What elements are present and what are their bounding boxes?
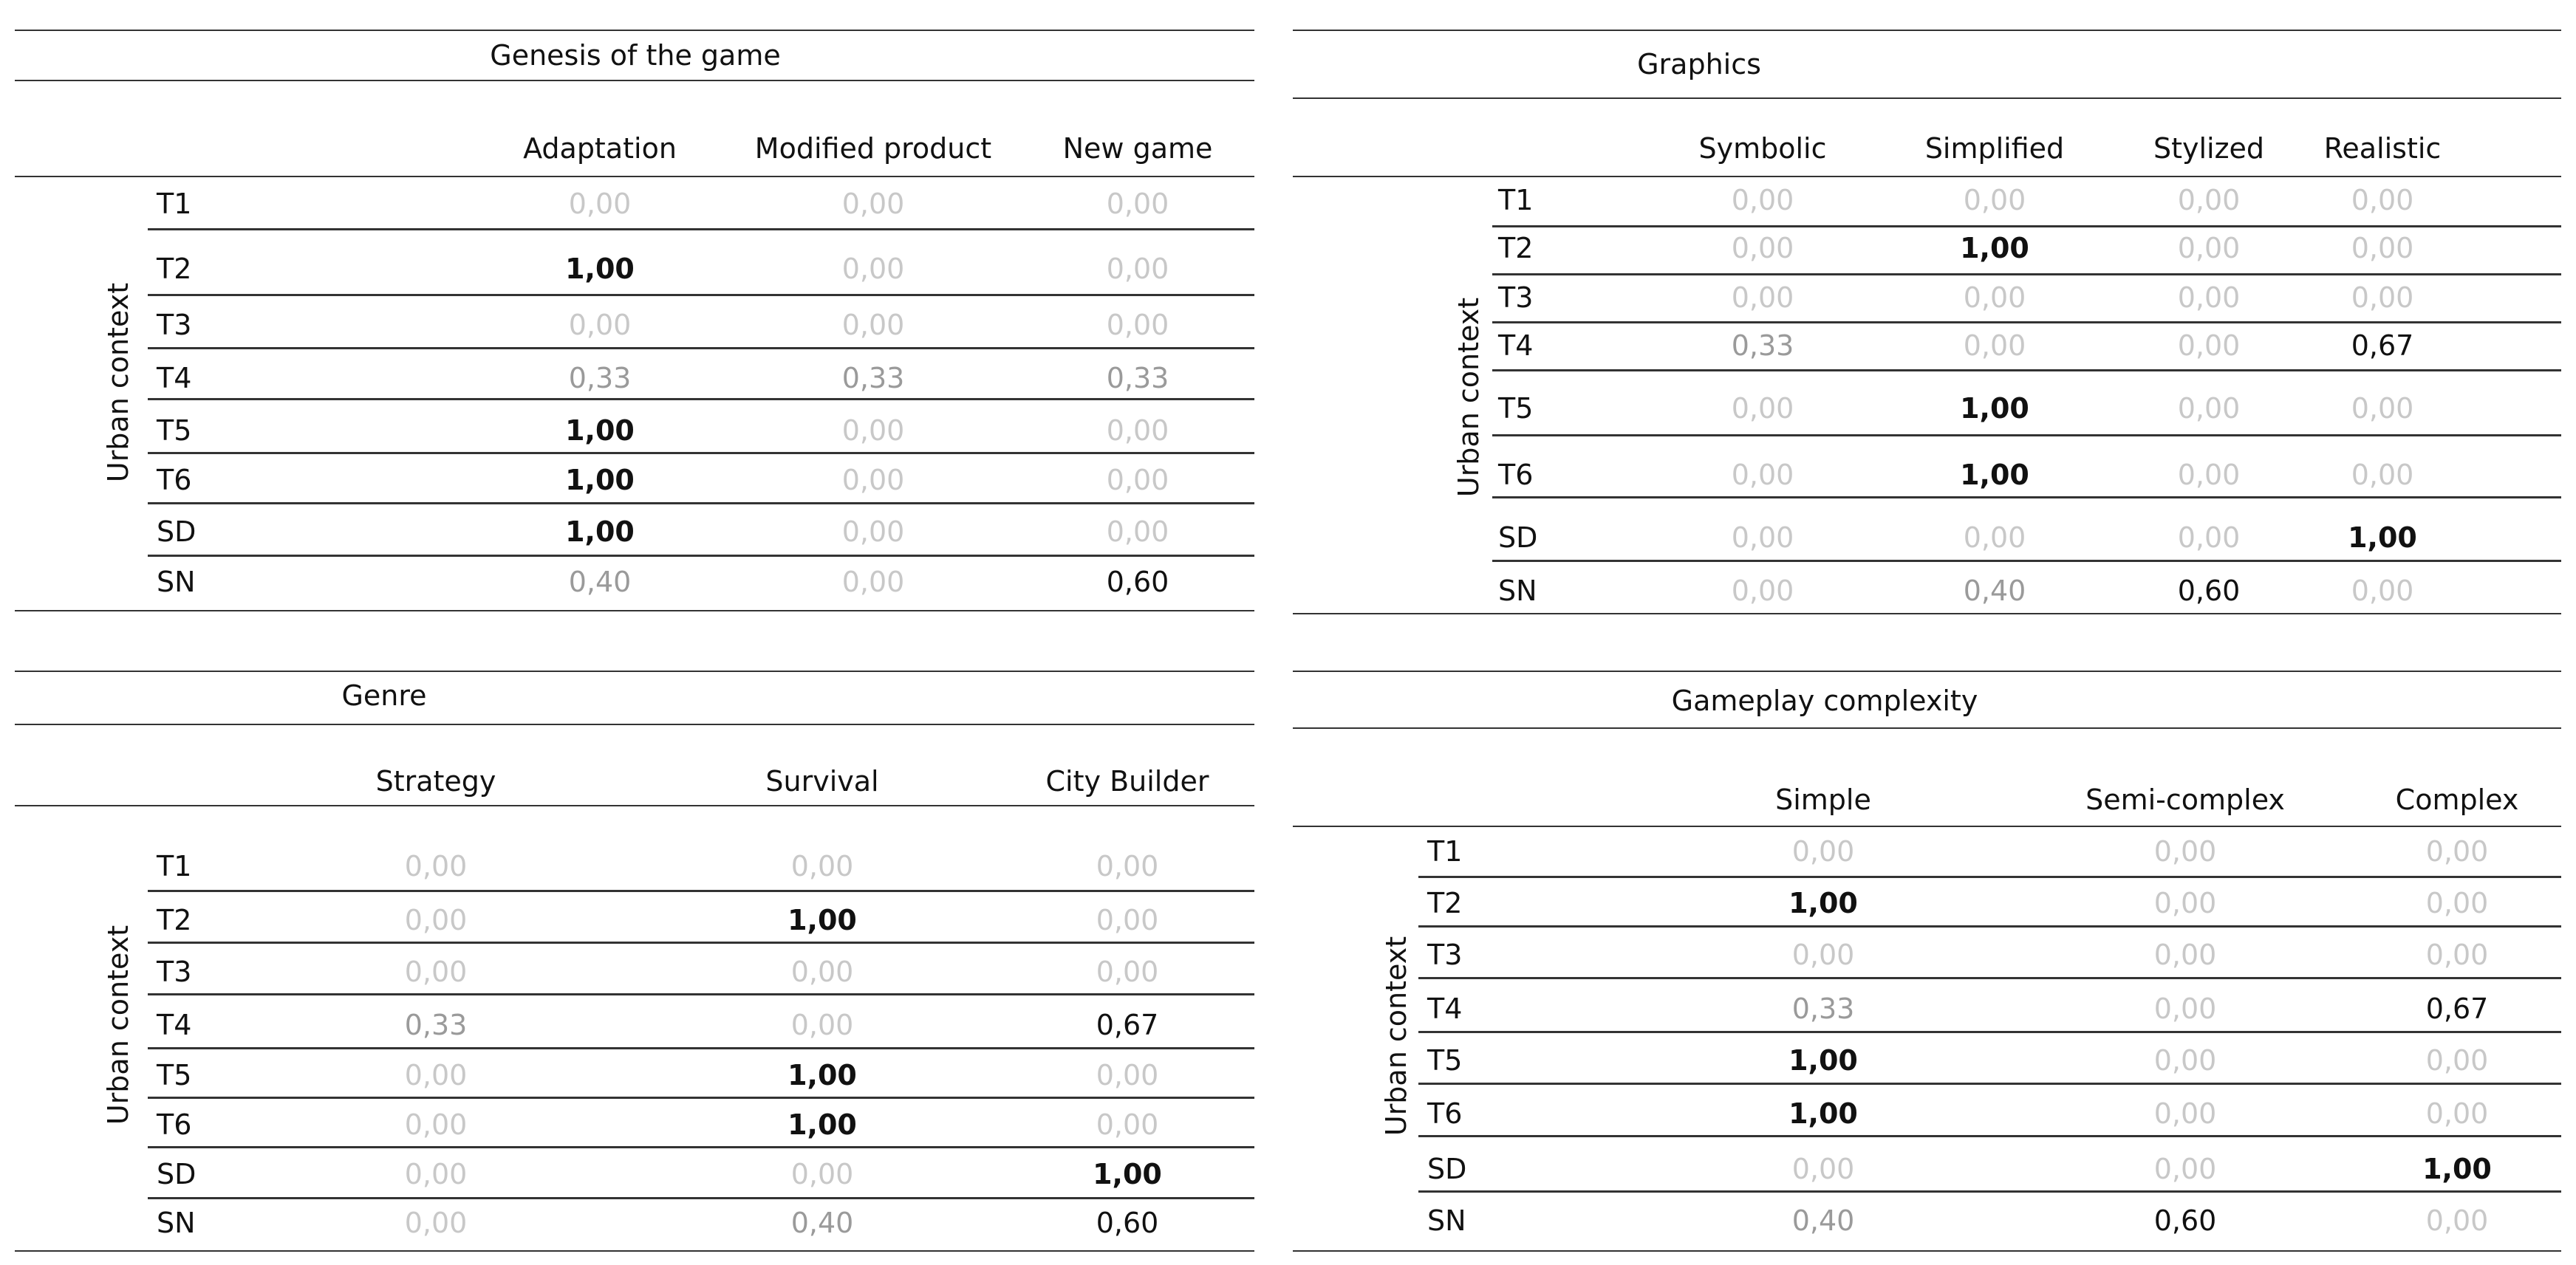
table-cell: 0,00 (568, 309, 632, 341)
row-label: T1 (1427, 835, 1463, 868)
table-cell: 0,00 (1106, 414, 1169, 447)
row-rule (148, 555, 1254, 557)
row-rule (148, 347, 1254, 349)
column-header: City Builder (1045, 765, 1209, 798)
table-bottom-rule (15, 610, 1254, 611)
table-cell: 0,67 (1096, 1009, 1159, 1041)
row-rule (1418, 1083, 2561, 1085)
row-rule (148, 1097, 1254, 1099)
row-label: T1 (157, 188, 192, 220)
table-cell: 0,00 (841, 414, 905, 447)
table-cell: 0,00 (1731, 459, 1794, 491)
table-cell: 0,00 (1963, 329, 2026, 362)
row-rule (1492, 273, 2561, 275)
column-header: Realistic (2323, 132, 2442, 165)
table-cell: 1,00 (788, 904, 857, 936)
table-cell: 0,00 (1731, 392, 1794, 425)
table-cell: 1,00 (1788, 887, 1858, 919)
table-cell: 0,40 (568, 566, 632, 598)
table-cell: 0,00 (2351, 232, 2414, 264)
table-top-rule (15, 671, 1254, 672)
table-bottom-rule (15, 1250, 1254, 1252)
row-label: T2 (157, 904, 192, 936)
table-cell: 0,00 (1106, 253, 1169, 285)
table-cell: 0,00 (1106, 309, 1169, 341)
row-rule (1492, 560, 2561, 562)
row-label: SD (1498, 521, 1538, 554)
column-header: Stylized (2153, 132, 2265, 165)
row-label: SD (157, 515, 197, 548)
table-cell: 0,33 (1731, 329, 1794, 362)
table-cell: 0,00 (404, 850, 468, 882)
table-cell: 0,00 (2177, 521, 2241, 554)
row-rule (148, 228, 1254, 230)
row-label: T2 (1427, 887, 1463, 919)
table-cell: 0,00 (2425, 1044, 2489, 1077)
row-rule (148, 890, 1254, 892)
table-cell: 0,00 (568, 188, 632, 220)
column-header: Symbolic (1698, 132, 1827, 165)
row-rule (1418, 977, 2561, 979)
table-bottom-rule (1293, 1250, 2561, 1252)
header-rule (1293, 826, 2561, 827)
table-cell: 0,00 (841, 515, 905, 548)
table-cell: 0,00 (2425, 1204, 2489, 1237)
row-label: T5 (1427, 1044, 1463, 1077)
title-rule (15, 724, 1254, 725)
row-label: SN (157, 1207, 196, 1239)
table-cell: 0,00 (404, 956, 468, 988)
table-cell: 0,00 (404, 1108, 468, 1141)
table-cell: 0,67 (2351, 329, 2414, 362)
column-header: Simplified (1924, 132, 2065, 165)
table-cell: 0,00 (2153, 1044, 2217, 1077)
table-cell: 0,00 (2425, 939, 2489, 971)
row-rule (1418, 1190, 2561, 1193)
table-cell: 0,00 (841, 464, 905, 496)
axis-label: Urban context (1380, 936, 1412, 1137)
row-rule (148, 1197, 1254, 1199)
row-label: T4 (157, 1009, 192, 1041)
table-cell: 0,67 (2425, 993, 2489, 1025)
table-cell: 1,00 (565, 253, 635, 285)
table-cell: 0,00 (2351, 459, 2414, 491)
table-cell: 0,00 (2153, 939, 2217, 971)
axis-label: Urban context (102, 925, 134, 1125)
header-rule (1293, 176, 2561, 177)
table-cell: 0,60 (1106, 566, 1169, 598)
table-cell: 0,00 (2177, 232, 2241, 264)
row-label: SN (157, 566, 196, 598)
table-cell: 0,00 (1963, 281, 2026, 314)
row-label: T5 (157, 414, 192, 447)
table-cell: 0,00 (1731, 281, 1794, 314)
row-rule (148, 502, 1254, 504)
table-cell: 0,00 (1731, 232, 1794, 264)
table-cell: 0,00 (841, 253, 905, 285)
table-cell: 0,00 (2153, 1153, 2217, 1185)
table-cell: 0,00 (790, 956, 854, 988)
table-cell: 0,00 (2425, 835, 2489, 868)
table-cell: 0,00 (2177, 392, 2241, 425)
table-cell: 0,00 (790, 850, 854, 882)
column-header: Strategy (375, 765, 496, 798)
row-rule (1492, 434, 2561, 436)
table-cell: 0,00 (2153, 1097, 2217, 1130)
row-label: SN (1498, 575, 1537, 607)
row-label: T4 (1498, 329, 1534, 362)
table-cell: 1,00 (1960, 232, 2029, 264)
table-cell: 1,00 (1960, 459, 2029, 491)
table-cell: 0,00 (404, 1059, 468, 1091)
table-cell: 0,00 (1096, 850, 1159, 882)
table-cell: 0,33 (568, 362, 632, 394)
row-rule (1492, 321, 2561, 323)
column-header: Complex (2395, 784, 2519, 816)
table-cell: 0,00 (2153, 887, 2217, 919)
table-title: Genre (341, 679, 427, 712)
table-cell: 0,33 (404, 1009, 468, 1041)
header-rule (15, 176, 1254, 177)
row-label: T1 (1498, 184, 1534, 216)
column-header: Modified product (754, 132, 992, 165)
title-rule (15, 80, 1254, 81)
table-cell: 0,00 (2177, 184, 2241, 216)
table-cell: 0,00 (1096, 1059, 1159, 1091)
row-rule (148, 942, 1254, 944)
row-label: T6 (157, 464, 192, 496)
row-rule (1492, 496, 2561, 498)
row-label: SD (157, 1158, 197, 1190)
row-label: T3 (1498, 281, 1534, 314)
table-cell: 0,00 (2177, 281, 2241, 314)
row-label: T4 (157, 362, 192, 394)
table-cell: 0,00 (1106, 188, 1169, 220)
table-cell: 0,00 (404, 1207, 468, 1239)
table-cell: 0,00 (2153, 993, 2217, 1025)
row-rule (148, 1047, 1254, 1049)
row-label: T1 (157, 850, 192, 882)
table-title: Genesis of the game (490, 39, 781, 72)
row-rule (1418, 1135, 2561, 1137)
row-rule (148, 398, 1254, 400)
table-cell: 0,00 (1731, 184, 1794, 216)
table-cell: 1,00 (2422, 1153, 2492, 1185)
table-cell: 0,00 (1791, 835, 1855, 868)
row-rule (1492, 225, 2561, 227)
table-cell: 0,00 (1963, 184, 2026, 216)
table-cell: 1,00 (1960, 392, 2029, 425)
table-cell: 0,00 (1096, 956, 1159, 988)
header-rule (15, 805, 1254, 806)
column-header: New game (1062, 132, 1213, 165)
table-cell: 1,00 (565, 414, 635, 447)
table-cell: 0,00 (404, 904, 468, 936)
axis-label: Urban context (1452, 297, 1485, 498)
row-label: T6 (157, 1108, 192, 1141)
table-cell: 0,00 (1791, 939, 1855, 971)
table-cell: 0,40 (790, 1207, 854, 1239)
table-cell: 0,00 (2351, 281, 2414, 314)
table-cell: 0,00 (790, 1158, 854, 1190)
table-top-rule (15, 30, 1254, 31)
table-cell: 0,00 (2425, 1097, 2489, 1130)
table-cell: 0,60 (2177, 575, 2241, 607)
column-header: Survival (765, 765, 879, 798)
row-rule (1418, 1031, 2561, 1033)
table-top-rule (1293, 671, 2561, 672)
column-header: Semi-complex (2085, 784, 2285, 816)
table-cell: 0,33 (1106, 362, 1169, 394)
table-title: Gameplay complexity (1671, 685, 1978, 717)
row-rule (148, 452, 1254, 454)
table-top-rule (1293, 30, 2561, 31)
table-cell: 0,00 (1106, 464, 1169, 496)
table-bottom-rule (1293, 613, 2561, 614)
row-label: T5 (157, 1059, 192, 1091)
table-cell: 0,00 (2425, 887, 2489, 919)
table-cell: 0,00 (2177, 329, 2241, 362)
table-cell: 1,00 (788, 1059, 857, 1091)
table-cell: 0,40 (1791, 1204, 1855, 1237)
table-cell: 0,00 (1096, 904, 1159, 936)
table-cell: 0,00 (1106, 515, 1169, 548)
table-cell: 1,00 (788, 1108, 857, 1141)
table-cell: 0,00 (1791, 1153, 1855, 1185)
table-cell: 0,00 (1731, 521, 1794, 554)
axis-label: Urban context (102, 282, 134, 483)
row-rule (148, 294, 1254, 296)
column-header: Adaptation (523, 132, 677, 165)
row-rule (1418, 925, 2561, 928)
table-cell: 0,00 (2351, 184, 2414, 216)
table-cell: 1,00 (565, 464, 635, 496)
table-cell: 1,00 (1788, 1097, 1858, 1130)
table-cell: 0,60 (1096, 1207, 1159, 1239)
table-cell: 1,00 (1788, 1044, 1858, 1077)
table-cell: 0,40 (1963, 575, 2026, 607)
title-rule (1293, 97, 2561, 99)
row-label: T2 (157, 253, 192, 285)
title-rule (1293, 727, 2561, 729)
table-cell: 0,00 (790, 1009, 854, 1041)
table-cell: 0,00 (841, 309, 905, 341)
table-cell: 0,00 (1096, 1108, 1159, 1141)
table-cell: 1,00 (1093, 1158, 1162, 1190)
row-label: T3 (157, 956, 192, 988)
table-title: Graphics (1637, 48, 1761, 80)
table-cell: 1,00 (2348, 521, 2417, 554)
row-rule (148, 1146, 1254, 1148)
row-label: T5 (1498, 392, 1534, 425)
table-cell: 0,00 (841, 566, 905, 598)
row-label: T3 (1427, 939, 1463, 971)
row-label: T2 (1498, 232, 1534, 264)
column-header: Simple (1775, 784, 1871, 816)
row-label: SN (1427, 1204, 1466, 1237)
table-cell: 0,00 (404, 1158, 468, 1190)
row-rule (1492, 369, 2561, 371)
row-label: T6 (1427, 1097, 1463, 1130)
table-cell: 0,00 (2177, 459, 2241, 491)
table-cell: 0,00 (1963, 521, 2026, 554)
table-cell: 0,33 (841, 362, 905, 394)
table-cell: 0,00 (2351, 575, 2414, 607)
row-rule (1418, 876, 2561, 878)
table-cell: 0,60 (2153, 1204, 2217, 1237)
row-label: SD (1427, 1153, 1467, 1185)
row-label: T4 (1427, 993, 1463, 1025)
row-label: T6 (1498, 459, 1534, 491)
table-cell: 1,00 (565, 515, 635, 548)
table-cell: 0,00 (2153, 835, 2217, 868)
table-cell: 0,33 (1791, 993, 1855, 1025)
row-rule (148, 993, 1254, 995)
table-cell: 0,00 (1731, 575, 1794, 607)
table-cell: 0,00 (841, 188, 905, 220)
row-label: T3 (157, 309, 192, 341)
table-cell: 0,00 (2351, 392, 2414, 425)
